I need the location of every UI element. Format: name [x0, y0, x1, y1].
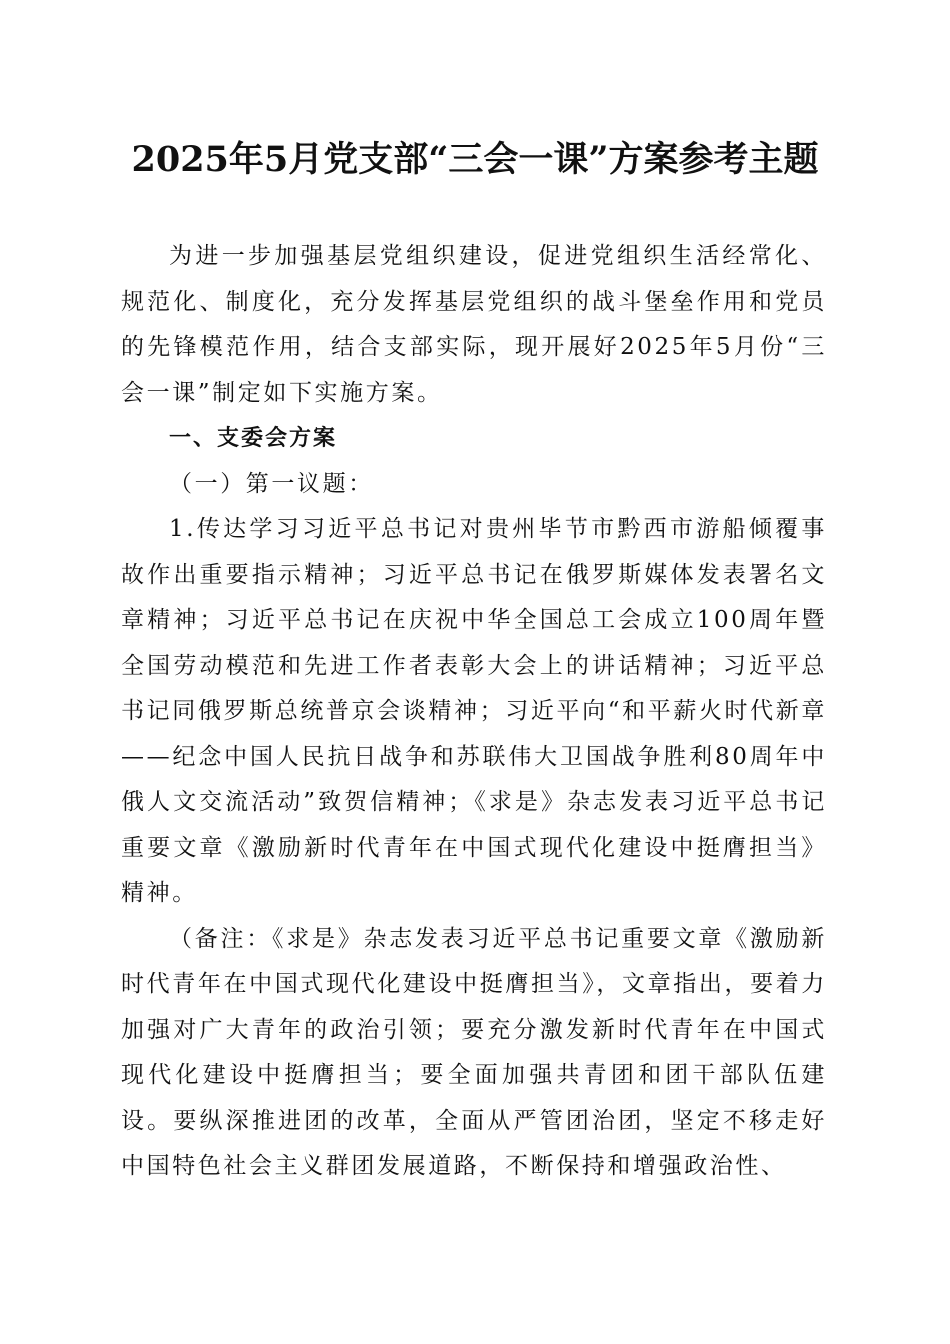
document-title: 2025年5月党支部“三会一课”方案参考主题 [131, 139, 819, 180]
section-heading-branch-committee: 一、支委会方案 [169, 426, 338, 451]
intro-paragraph: 为进一步加强基层党组织建设，促进党组织生活经常化、规范化、制度化，充分发挥基层党组织的战斗堡垒作用和党员的先锋模范作用，结合支部实际，现开展好2025年5月份“三会一课”制定如下实施方案。 [121, 243, 827, 406]
item-paragraph-1: 1.传达学习习近平总书记对贵州毕节市黔西市游船倾覆事故作出重要指示精神；习近平总书记在俄罗斯媒体发表署名文章精神；习近平总书记在庆祝中华全国总工会成立100周年暨全国劳动模范和先进工作者表彰大会上的讲话精神；习近平总书记同俄罗斯总统普京会谈精神；习近平向“和平薪火时代新章——纪念中国人民抗日战争和苏联伟大卫国战争胜利80周年中俄人文交流活动”致贺信精神；《求是》杂志发表习近平总书记重要文章《激励新时代青年在中国式现代化建设中挺膺担当》精神。 [121, 516, 827, 906]
subsection-heading-first-topic: （一）第一议题： [169, 470, 374, 497]
note-paragraph: （备注：《求是》杂志发表习近平总书记重要文章《激励新时代青年在中国式现代化建设中挺膺担当》，文章指出，要着力加强对广大青年的政治引领；要充分激发新时代青年在中国式现代化建设中挺膺担当；要全面加强共青团和团干部队伍建设。要纵深推进团的改革，全面从严管团治团，坚定不移走好中国特色社会主义群团发展道路，不断保持和增强政治性、 [121, 925, 827, 1179]
document-body [121, 234, 827, 1190]
